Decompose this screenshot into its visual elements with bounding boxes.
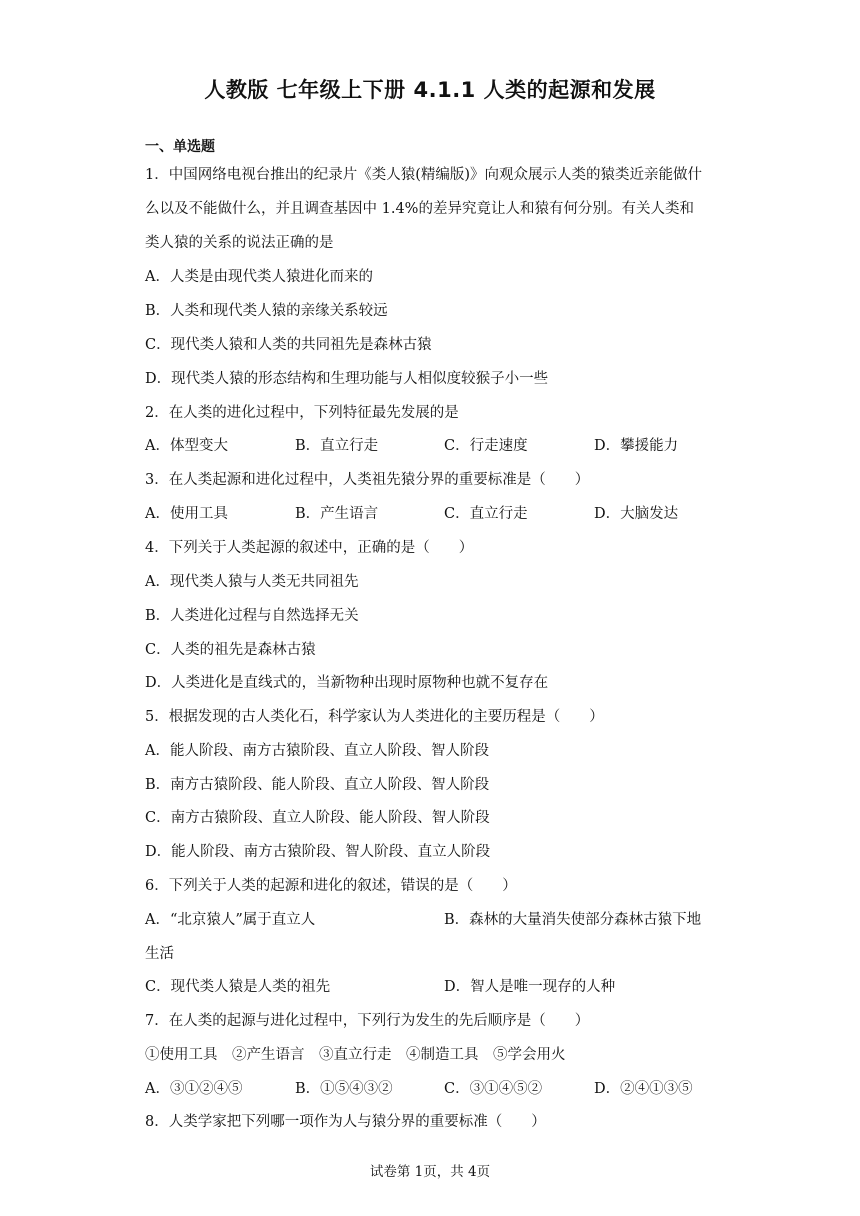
q3-option-d: D．大脑发达 — [594, 506, 679, 522]
q5-stem: 5．根据发现的古人类化石，科学家认为人类进化的主要历程是（ ） — [145, 709, 604, 725]
q3-option-b: B．产生语言 — [295, 506, 379, 522]
q6-stem: 6．下列关于人类的起源和进化的叙述，错误的是（ ） — [145, 878, 517, 894]
q6-option-d: D．智人是唯一现存的人种 — [444, 979, 616, 995]
q7-option-a: A．③①②④⑤ — [145, 1081, 243, 1097]
page-title: 人教版 七年级上下册 4.1.1 人类的起源和发展 — [204, 78, 656, 102]
q4-option-a: A．现代类人猿与人类无共同祖先 — [145, 574, 359, 590]
q5-option-a: A．能人阶段、南方古猿阶段、直立人阶段、智人阶段 — [145, 743, 489, 759]
q2-option-c: C．行走速度 — [444, 438, 528, 454]
q1-option-c: C．现代类人猿和人类的共同祖先是森林古猿 — [145, 337, 432, 353]
q2-option-b: B．直立行走 — [295, 438, 379, 454]
q7-option-b: B．①⑤④③② — [295, 1081, 393, 1097]
q6-option-c: C．现代类人猿是人类的祖先 — [145, 979, 331, 995]
q1-option-d: D．现代类人猿的形态结构和生理功能与人相似度较猴子小一些 — [145, 371, 549, 387]
q6-option-b: B．森林的大量消失使部分森林古猿下地 — [444, 912, 702, 928]
q4-option-c: C．人类的祖先是森林古猿 — [145, 642, 316, 658]
q5-option-d: D．能人阶段、南方古猿阶段、智人阶段、直立人阶段 — [145, 844, 491, 860]
q5-option-c: C．南方古猿阶段、直立人阶段、能人阶段、智人阶段 — [145, 810, 490, 826]
section-heading: 一、单选题 — [145, 139, 215, 155]
q7-items: ①使用工具 ②产生语言 ③直立行走 ④制造工具 ⑤学会用火 — [145, 1047, 566, 1063]
q1-stem-line1: 1．中国网络电视台推出的纪录片《类人猿(精编版)》向观众展示人类的猿类近亲能做什 — [145, 167, 703, 183]
q2-option-d: D．攀援能力 — [594, 438, 679, 454]
q5-option-b: B．南方古猿阶段、能人阶段、直立人阶段、智人阶段 — [145, 777, 490, 793]
q3-option-a: A．使用工具 — [145, 506, 228, 522]
q6-option-a: A．“北京猿人”属于直立人 — [145, 912, 316, 928]
q6-option-b-continued: 生活 — [145, 946, 174, 962]
q7-option-c: C．③①④⑤② — [444, 1081, 543, 1097]
q4-option-b: B．人类进化过程与自然选择无关 — [145, 608, 359, 624]
q1-option-a: A．人类是由现代类人猿进化而来的 — [145, 269, 373, 285]
q4-option-d: D．人类进化是直线式的，当新物种出现时原物种也就不复存在 — [145, 675, 549, 691]
q3-stem: 3．在人类起源和进化过程中，人类祖先猿分界的重要标准是（ ） — [145, 472, 590, 488]
q7-stem: 7．在人类的起源与进化过程中，下列行为发生的先后顺序是（ ） — [145, 1013, 590, 1029]
q2-stem: 2．在人类的进化过程中，下列特征最先发展的是 — [145, 405, 459, 421]
q2-option-a: A．体型变大 — [145, 438, 228, 454]
q4-stem: 4．下列关于人类起源的叙述中，正确的是（ ） — [145, 540, 474, 556]
q3-option-c: C．直立行走 — [444, 506, 528, 522]
page-footer: 试卷第 1页，共 4页 — [369, 1164, 491, 1180]
q7-option-d: D．②④①③⑤ — [594, 1081, 693, 1097]
q8-stem: 8．人类学家把下列哪一项作为人与猿分界的重要标准（ ） — [145, 1114, 546, 1130]
q1-stem-line2: 么以及不能做什么，并且调查基因中 1.4%的差异究竟让人和猿有何分别。有关人类和 — [145, 201, 694, 217]
q1-option-b: B．人类和现代类人猿的亲缘关系较远 — [145, 303, 388, 319]
q1-stem-line3: 类人猿的关系的说法正确的是 — [145, 235, 334, 251]
